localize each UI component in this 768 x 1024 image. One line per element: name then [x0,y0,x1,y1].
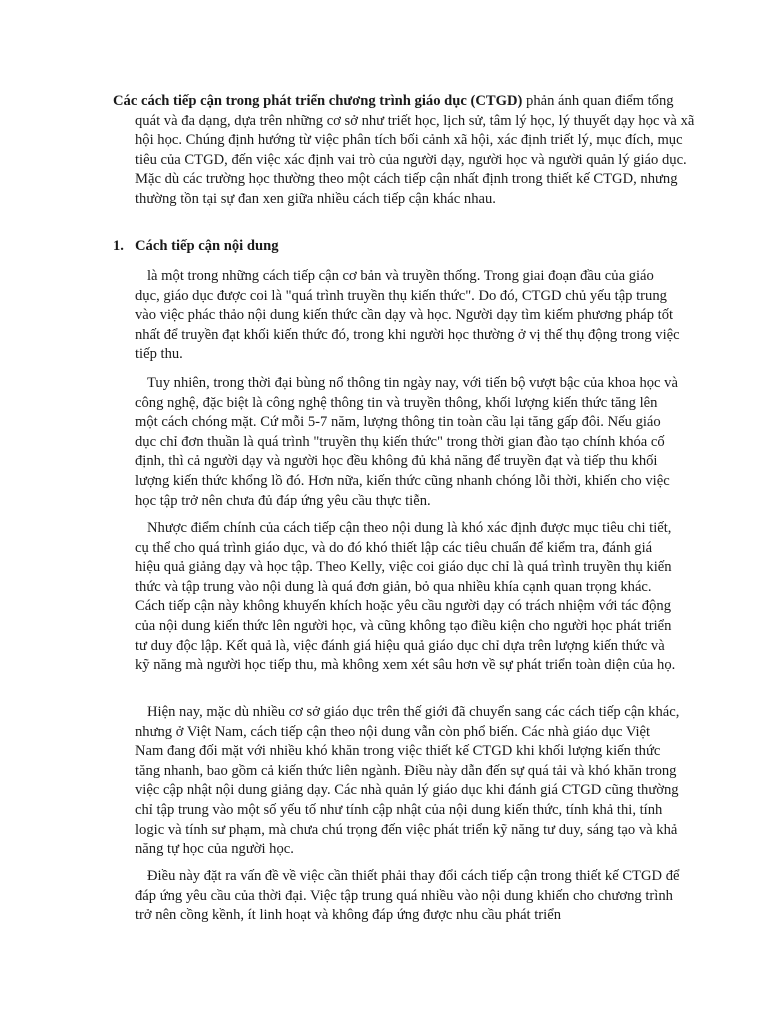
section-number: 1. [113,238,124,254]
section-heading [113,237,673,257]
body-paragraph-1: là một trong những cách tiếp cận cơ bản và truyền thống. Trong giai đoạn đầu của giáo dục, giáo dục được coi là "quá trình truyền thụ kiến thức". Do đó, CTGD chủ yếu tập trung vào việc phác thảo nội dung kiến thức cần dạy và học. Người dạy tìm kiếm phương pháp tốt nhất để truyền đạt khối kiến thức đó, trong khi người học thường ở vị thế thụ động trong việc tiếp thu. [135,268,680,363]
intro-text: phản ánh quan điểm tổng quát và đa dạng, dựa trên những cơ sở như triết học, lịch sử, tâm lý học, lý thuyết dạy học và xã hội học. Chúng định hướng từ việc phân tích bối cảnh xã hội, xác định triết lý, mục đích, mục tiêu của CTGD, đến việc xác định vai trò của người dạy, người học và người quản lý giáo dục. Mặc dù các trường học thường theo một cách tiếp cận nhất định trong thiết kế CTGD, nhưng thường tồn tại sự đan xen giữa nhiều cách tiếp cận khác nhau. [135,93,695,207]
intro-paragraph [113,92,702,210]
body-paragraph-2: Tuy nhiên, trong thời đại bùng nổ thông tin ngày nay, với tiến bộ vượt bậc của khoa học và công nghệ, đặc biệt là công nghệ thông tin và truyền thông, khối lượng kiến thức tăng lên một cách chóng mặt. Cứ mỗi 5-7 năm, lượng thông tin toàn cầu lại tăng gấp đôi. Nếu giáo dục chỉ đơn thuần là quá trình "truyền thụ kiến thức" trong thời gian đào tạo chính khóa cố định, thì cả người dạy và người học đều không đủ khả năng để truyền đạt và tiếp thu khối lượng kiến thức khổng lồ đó. Hơn nữa, kiến thức cũng nhanh chóng lỗi thời, khiến cho việc học tập trở nên chưa đủ đáp ứng yêu cầu thực tiễn. [135,375,678,509]
body-paragraph-4: Hiện nay, mặc dù nhiều cơ sở giáo dục trên thế giới đã chuyển sang các cách tiếp cận khác, nhưng ở Việt Nam, cách tiếp cận theo nội dung vẫn còn phổ biến. Các nhà giáo dục Việt Nam đang đối mặt với nhiều khó khăn trong việc thiết kế CTGD khi khối lượng kiến thức tăng nhanh, bao gồm cả kiến thức liên ngành. Điều này dẫn đến sự quá tải và khó khăn trong việc cập nhật nội dung giảng dạy. Các nhà quản lý giáo dục khi đánh giá CTGD cũng thường chỉ tập trung vào một số yếu tố như tính cập nhật của nội dung kiến thức, tính khả thi, tính logic và tính sư phạm, mà chưa chú trọng đến việc phát triển kỹ năng tư duy, sáng tạo và khả năng tự học của người học. [135,704,680,858]
body-paragraph-3: Nhược điểm chính của cách tiếp cận theo nội dung là khó xác định được mục tiêu chi tiết, cụ thể cho quá trình giáo dục, và do đó khó thiết lập các tiêu chuẩn để kiểm tra, đánh giá hiệu quả giảng dạy và học tập. Theo Kelly, việc coi giáo dục chỉ là quá trình truyền thụ kiến thức và tập trung vào nội dung là quá đơn giản, bỏ qua nhiều khía cạnh quan trọng khác. Cách tiếp cận này không khuyến khích hoặc yêu cầu người dạy có trách nhiệm với tác động của nội dung kiến thức lên người học, và cũng không tạo điều kiện cho người học phát triển tư duy độc lập. Kết quả là, việc đánh giá hiệu quả giáo dục chỉ dựa trên lượng kiến thức và kỹ năng mà người học tiếp thu, mà không xem xét sâu hơn về sự phát triển toàn diện của họ. [135,520,676,674]
body-paragraph-5: Điều này đặt ra vấn đề về việc cần thiết phải thay đổi cách tiếp cận trong thiết kế CTGD để đáp ứng yêu cầu của thời đại. Việc tập trung quá nhiều vào nội dung khiến cho chương trình trở nên cồng kềnh, ít linh hoạt và không đáp ứng được nhu cầu phát triển [135,868,680,924]
intro-bold-lead: Các cách tiếp cận trong phát triển chương trình giáo dục (CTGD) [113,93,523,109]
section-title: Cách tiếp cận nội dung [135,238,279,254]
